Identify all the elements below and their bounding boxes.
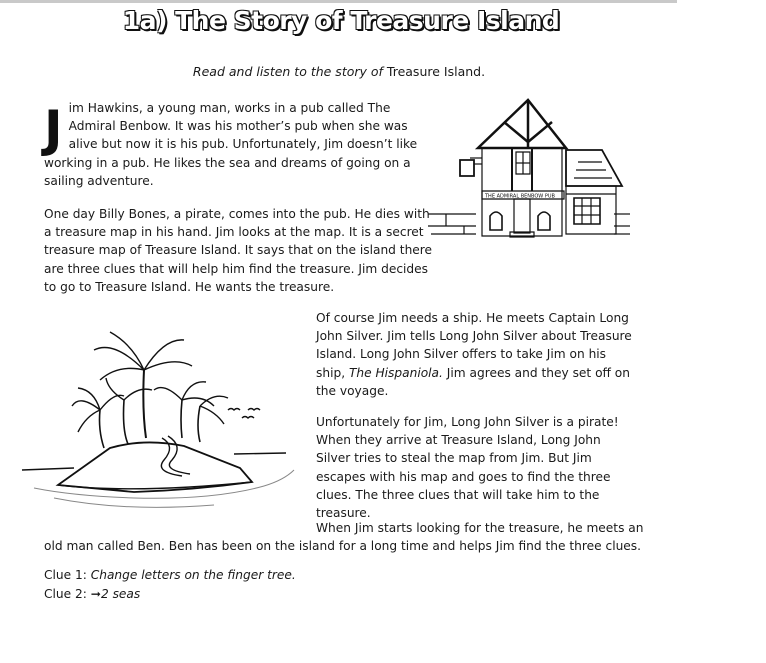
page-title: 1a) The Story of Treasure Island [122, 6, 560, 35]
subtitle [0, 64, 678, 79]
top-border-line [0, 0, 677, 3]
clue-2 [44, 587, 140, 601]
story-paragraph-1 [44, 99, 419, 190]
clue-1-label: Clue 1: [44, 568, 87, 582]
story-paragraph-3 [316, 309, 638, 400]
drop-cap: J [44, 100, 63, 158]
admiral-benbow-pub-illustration [426, 96, 630, 240]
subtitle-book-title: Treasure Island. [386, 64, 486, 79]
story-paragraph-5: When Jim starts looking for the treasure, he meets an old man called Ben. Ben has been on the island for a long time and helps Jim find the three clues. [44, 521, 644, 554]
clue-1-text: Change letters on the finger tree. [90, 568, 296, 582]
story-paragraph-4: Unfortunately for Jim, Long John Silver is a pirate! When they arrive at Treasure Island, Long John Silver tries to steal the map from Jim. But Jim escapes with his map and goes to find the three clues. The three clues that will take him to the treasure. [316, 415, 619, 521]
clue-1 [44, 568, 296, 582]
paragraph-1-text: im Hawkins, a young man, works in a pub called The Admiral Benbow. It was his mother’s pub when she was alive but now it is his pub. Unfortunately, Jim doesn’t like working in a pub. He likes the sea and dreams of going on a sailing adventure. [44, 101, 418, 188]
paragraph-3-text-after: Jim agrees and they set off on the voyage. [316, 365, 630, 398]
subtitle-italic: Read and listen to the story of [192, 64, 383, 79]
story-paragraph-2: One day Billy Bones, a pirate, comes into the pub. He dies with a treasure map in his hand. Jim looks at the map. It is a secret treasure map of Treasure Island. It says that on the island there are three clues that will help him find the treasure. Jim decides to go to Treasure Island. He wants the treasure. [44, 207, 433, 294]
ship-name: The Hispaniola. [348, 365, 443, 380]
clue-2-text: 2 seas [100, 587, 141, 601]
treasure-island-illustration [14, 320, 304, 515]
right-arrow-icon: ➞ [90, 587, 101, 601]
clue-2-label: Clue 2: [44, 587, 87, 601]
pub-sign-text: THE ADMIRAL BENBOW PUB [485, 193, 555, 200]
paragraph-3-text-before: Of course Jim needs a ship. He meets Captain Long John Silver. Jim tells Long John Silver about Treasure Island. Long John Silver offers to take Jim on his ship, [316, 311, 632, 380]
